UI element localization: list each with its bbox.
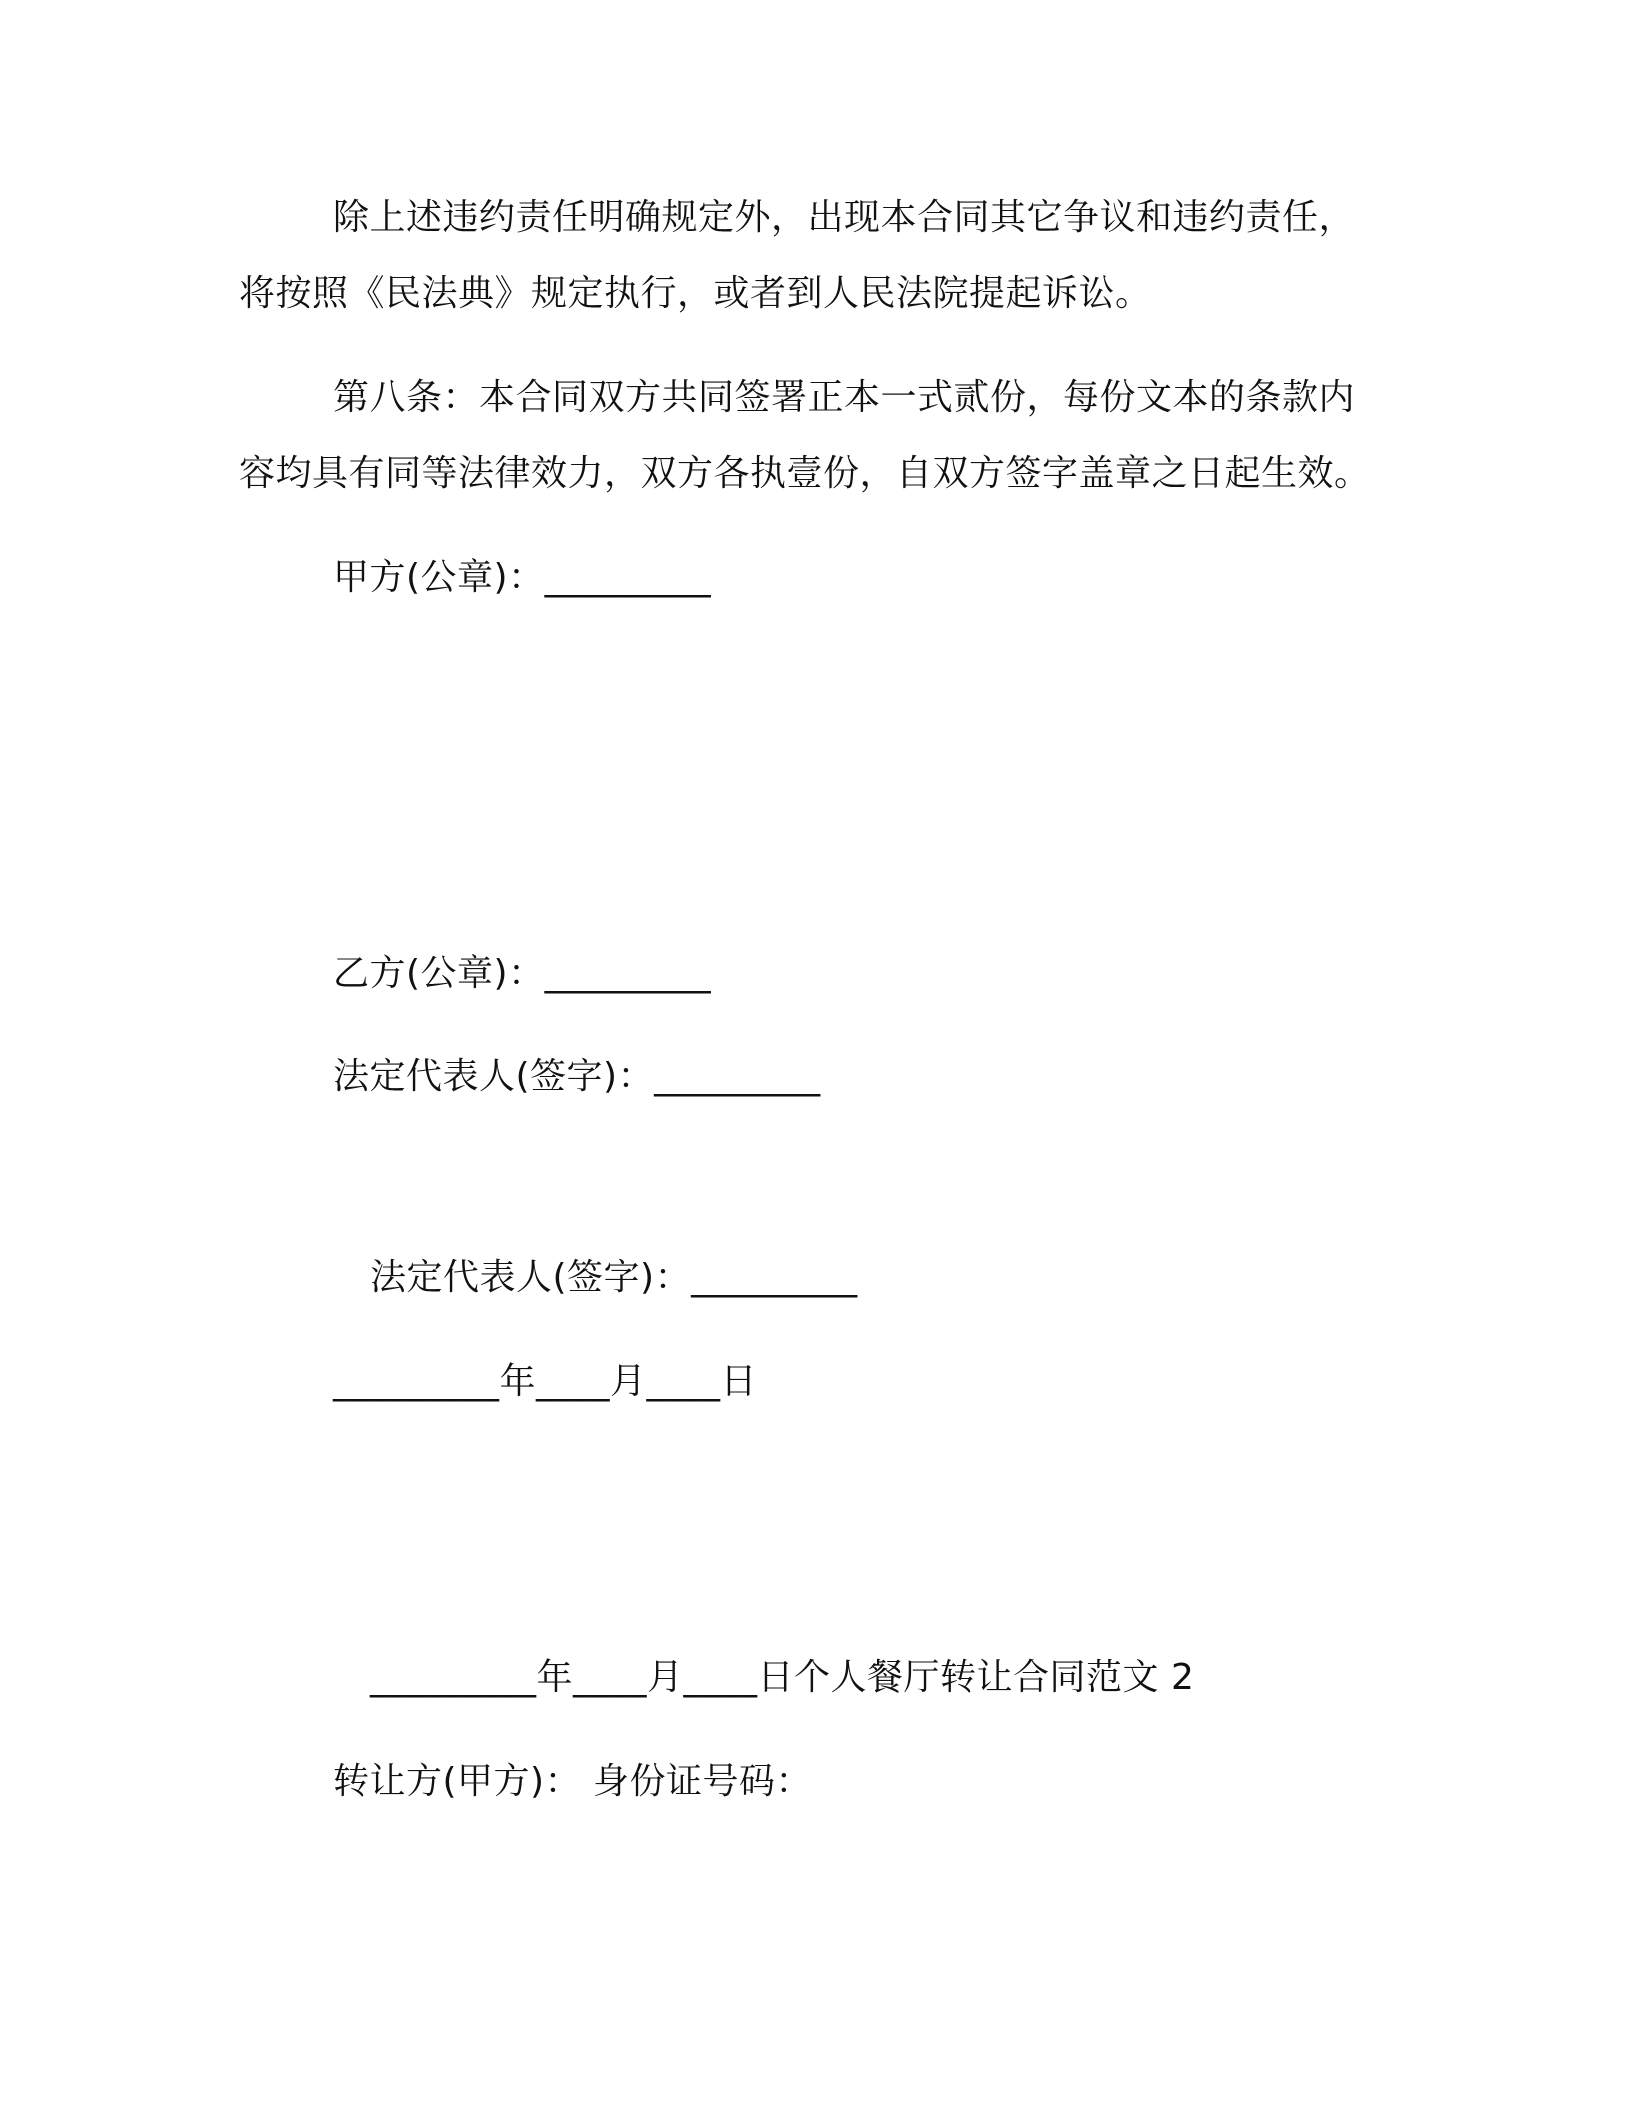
paragraph-line: 将按照《民法典》规定执行，或者到人民法院提起诉讼。 [239,273,1152,314]
contract-title-line: _________年____月____日个人餐厅转让合同范文 2 [370,1657,1195,1698]
date-line: _________年____月____日 [333,1361,757,1402]
article-eight-line: 容均具有同等法律效力，双方各执壹份，自双方签字盖章之日起生效。 [239,453,1371,494]
legal-representative-line: 法定代表人(签字)：_________ [370,1257,858,1298]
paragraph-line: 除上述违约责任明确规定外，出现本合同其它争议和违约责任， [333,197,1356,238]
legal-representative-line: 法定代表人(签字)：_________ [333,1056,821,1097]
article-eight-line: 第八条：本合同双方共同签署正本一式贰份，每份文本的条款内 [333,377,1356,418]
party-b-seal-line: 乙方(公章)：_________ [333,953,712,994]
party-a-seal-line: 甲方(公章)：_________ [333,557,712,598]
transferor-line: 转让方(甲方)： 身份证号码： [333,1761,813,1802]
